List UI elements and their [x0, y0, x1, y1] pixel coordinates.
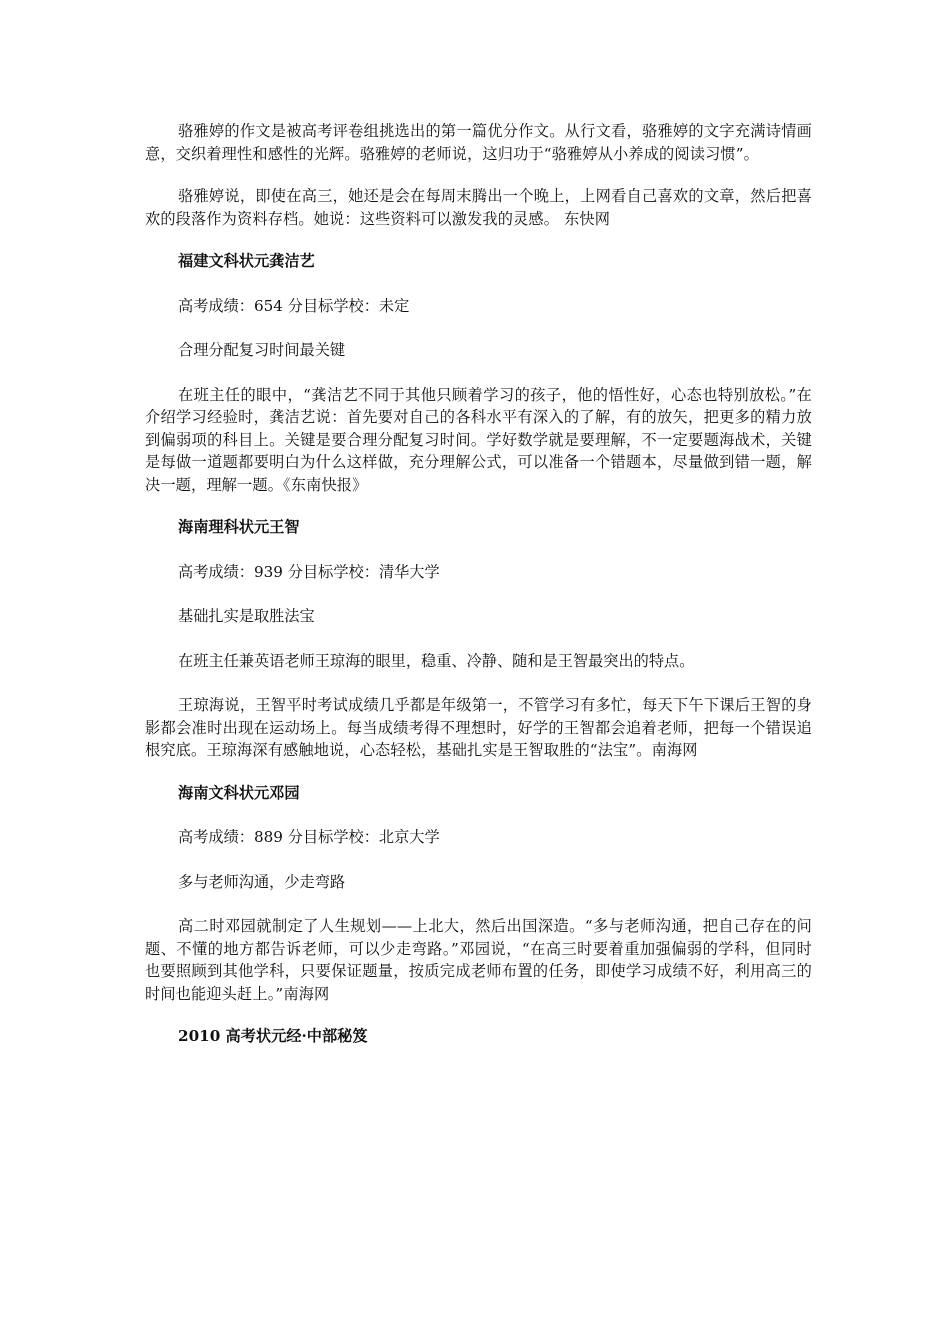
- document-body: [145, 120, 812, 1070]
- paragraph-deng-yuan-experience: 高二时邓园就制定了人生规划——上北大，然后出国深造。“多与老师沟通，把自己存在的问题、不懂的地方都告诉老师，可以少走弯路。”邓园说，“在高三时要着重加强偏弱的学科，但同时也要照顾到其他学科，只要保证题量，按质完成老师布置的任务，即使学习成绩不好，利用高三的时间也能迎头赶上。”南海网: [145, 917, 812, 1003]
- paragraph-wang-zhi-experience: 王琼海说，王智平时考试成绩几乎都是年级第一，不管学习有多忙，每天下午下课后王智的身影都会准时出现在运动场上。每当成绩考得不理想时，好学的王智都会追着老师，把每一个错误追根究底。王琼海深有感触地说，心态轻松，基础扎实是王智取胜的“法宝”。南海网: [145, 696, 812, 759]
- paragraph-gong-jieyi-experience: 在班主任的眼中，“龚洁艺不同于其他只顾着学习的孩子，他的悟性好，心态也特别放松。”在介绍学习经验时，龚洁艺说：首先要对自己的各科水平有深入的了解，有的放矢，把更多的精力放到偏弱项的科目上。关键是要合理分配复习时间。学好数学就是要理解，不一定要题海战术，关键是每做一道题都要明白为什么这样做，充分理解公式，可以准备一个错题本，尽量做到错一题，解决一题，理解一题。《东南快报》: [145, 385, 812, 494]
- subheading-wang-zhi: 基础扎实是取胜法宝: [178, 607, 315, 625]
- paragraph-luo-yating-essay: 骆雅婷的作文是被高考评卷组挑选出的第一篇优分作文。从行文看，骆雅婷的文字充满诗情画意，交织着理性和感性的光辉。骆雅婷的老师说，这归功于“骆雅婷从小养成的阅读习惯”。: [145, 122, 812, 163]
- score-line-deng-yuan: 高考成绩：889 分目标学校：北京大学: [178, 828, 440, 846]
- subheading-deng-yuan: 多与老师沟通，少走弯路: [178, 872, 346, 891]
- section-heading-fujian-liberal-arts: 福建文科状元龚洁艺: [178, 252, 315, 270]
- section-heading-hainan-liberal-arts: 海南文科状元邓园: [178, 783, 300, 802]
- subheading-gong-jieyi: 合理分配复习时间最关键: [178, 341, 346, 359]
- section-heading-hainan-science: 海南理科状元王智: [178, 518, 300, 536]
- score-line-wang-zhi: 高考成绩：939 分目标学校：清华大学: [178, 562, 440, 581]
- paragraph-wang-zhi-traits: 在班主任兼英语老师王琼海的眼里，稳重、冷静、随和是王智最突出的特点。: [178, 651, 695, 670]
- section-heading-central-tips: 2010 高考状元经·中部秘笈: [178, 1027, 368, 1045]
- paragraph-luo-yating-habit: 骆雅婷说，即使在高三，她还是会在每周末腾出一个晚上，上网看自己喜欢的文章，然后把喜欢的段落作为资料存档。她说：这些资料可以激发我的灵感。 东快网: [145, 187, 812, 228]
- score-line-gong-jieyi: 高考成绩：654 分目标学校：未定: [178, 296, 410, 315]
